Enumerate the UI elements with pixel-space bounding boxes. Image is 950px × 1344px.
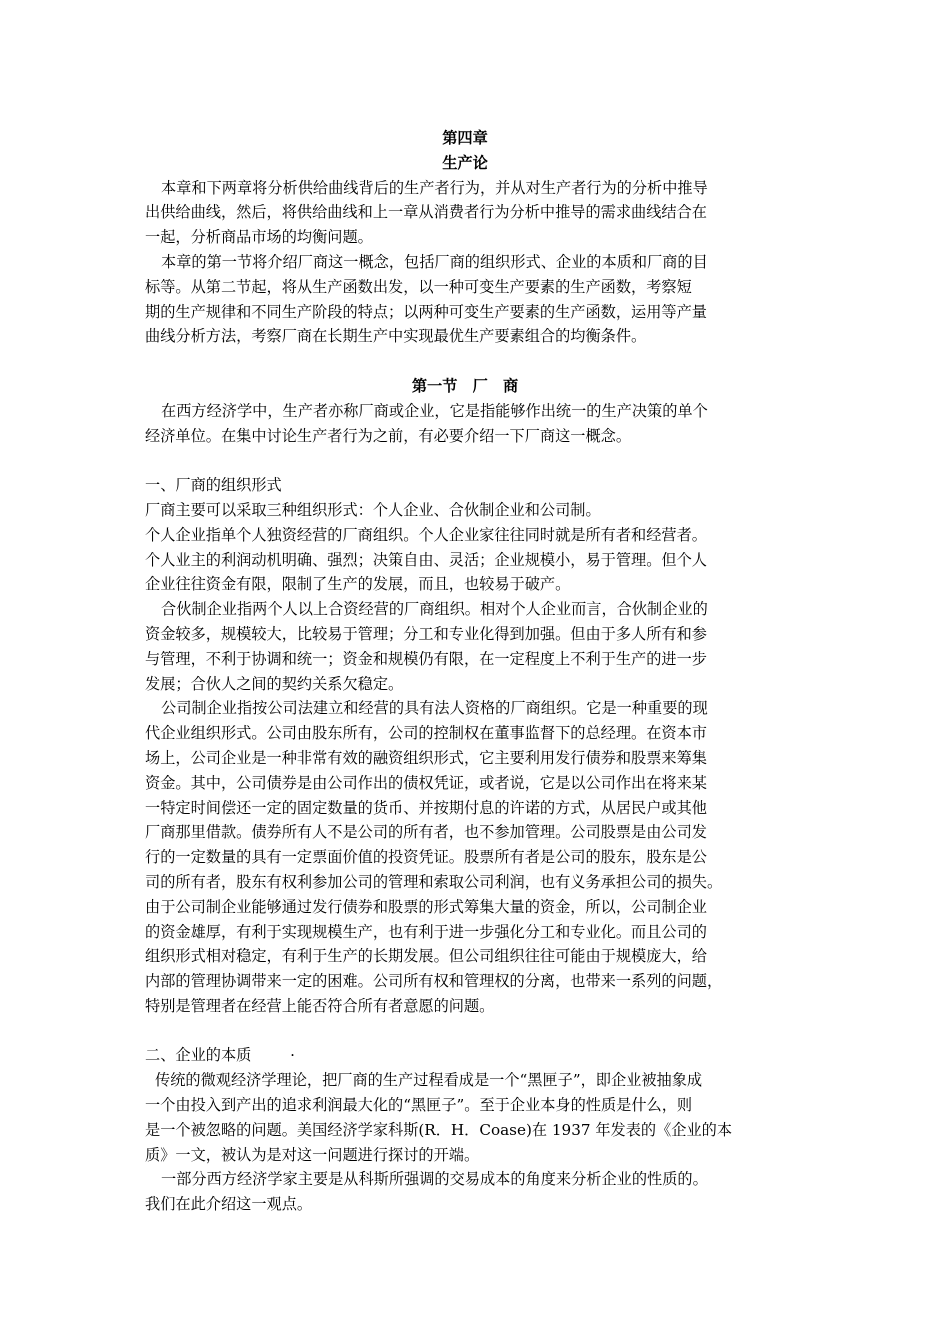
text-line: 传统的微观经济学理论，把厂商的生产过程看成是一个“黑匣子”，即企业被抽象成 (155, 1071, 703, 1090)
paragraph-corporation (145, 696, 785, 1018)
text-line: 场上，公司企业是一种非常有效的融资组织形式，它主要利用发行债券和股票来筹集 (145, 748, 707, 767)
text-line: 经济单位。在集中讨论生产者行为之前，有必要介绍一下厂商这一概念。 (145, 426, 631, 445)
text-line: 公司制企业指按公司法建立和经营的具有法人资格的厂商组织。它是一种重要的现 (161, 699, 708, 718)
chapter-number: 第四章 (442, 129, 488, 147)
text-line: 内部的管理协调带来一定的困难。公司所有权和管理权的分离，也带来一系列的问题， (145, 972, 723, 991)
text-line: 一特定时间偿还一定的固定数量的货币、并按期付息的许诺的方式，从居民户或其他 (145, 798, 707, 817)
text-line: 我们在此介绍这一观点。 (145, 1195, 313, 1214)
text-line: 曲线分析方法，考察厂商在长期生产中实现最优生产要素组合的均衡条件。 (145, 327, 647, 346)
subsection-heading: 一、厂商的组织形式 (145, 476, 282, 495)
paragraph-sole-proprietorship (145, 523, 785, 597)
text-line: 由于公司制企业能够通过发行债券和股票的形式筹集大量的资金，所以，公司制企业 (145, 897, 707, 916)
text-line: 一部分西方经济学家主要是从科斯所强调的交易成本的角度来分析企业的性质的。 (161, 1170, 708, 1189)
text-line: 与管理，不利于协调和统一；资金和规模仍有限，在一定程度上不利于生产的进一步 (145, 649, 707, 668)
text-line: 个人业主的利润动机明确、强烈；决策自由、灵活；企业规模小，易于管理。但个人 (145, 550, 707, 569)
text-line: 期的生产规律和不同生产阶段的特点；以两种可变生产要素的生产函数，运用等产量 (145, 302, 707, 321)
text-line: 出供给曲线，然后，将供给曲线和上一章从消费者行为分析中推导的需求曲线结合在 (145, 203, 707, 222)
document-page (145, 126, 785, 1217)
text-line: 一起，分析商品市场的均衡问题。 (145, 228, 373, 247)
spacer (145, 448, 785, 473)
text-line: 行的一定数量的具有一定票面价值的投资凭证。股票所有者是公司的股东，股东是公 (145, 848, 707, 867)
text-line: 代企业组织形式。公司由股东所有，公司的控制权在董事监督下的总经理。在资本市 (145, 724, 707, 743)
paragraph-transaction-cost (145, 1167, 785, 1217)
text-line: 厂商主要可以采取三种组织形式：个人企业、合伙制企业和公司制。 (145, 500, 601, 519)
chapter-title: 生产论 (442, 153, 488, 172)
text-line: 本章的第一节将介绍厂商这一概念，包括厂商的组织形式、企业的本质和厂商的目 (161, 252, 708, 271)
text-line: 司的所有者，股东有权利参加公司的管理和索取公司利润，也有义务承担公司的损失。 (145, 872, 723, 891)
text-line: 个人企业指单个人独资经营的厂商组织。个人企业家往往同时就是所有者和经营者。 (145, 525, 707, 544)
paragraph-black-box (145, 1068, 785, 1167)
text-line: 资金较多，规模较大，比较易于管理；分工和专业化得到加强。但由于多人所有和参 (145, 624, 707, 643)
text-line: 的资金雄厚，有利于实现规模生产，也有利于进一步强化分工和专业化。而且公司的 (145, 922, 707, 941)
text-line: 资金。其中，公司债券是由公司作出的债权凭证，或者说，它是以公司作出在将来某 (145, 773, 707, 792)
heading-mark: · (290, 1046, 295, 1065)
text-line: 特别是管理者在经营上能否符合所有者意愿的问题。 (145, 996, 495, 1015)
subsection-heading (145, 1043, 785, 1068)
text-line: 是一个被忽略的问题。美国经济学家科斯(R．H．Coase)在 1937 年发表的《企业的本 (145, 1120, 733, 1139)
section-heading: 第一节 厂 商 (411, 376, 519, 395)
text-line: 标等。从第二节起，将从生产函数出发，以一种可变生产要素的生产函数，考察短 (145, 277, 692, 296)
section-paragraph (145, 399, 785, 449)
text-line: 本章和下两章将分析供给曲线背后的生产者行为，并从对生产者行为的分析中推导 (161, 178, 708, 197)
spacer (145, 1019, 785, 1044)
intro-paragraph-2 (145, 250, 785, 349)
text-line: 合伙制企业指两个人以上合资经营的厂商组织。相对个人企业而言，合伙制企业的 (161, 600, 708, 619)
subsection-heading-text: 二、企业的本质 (145, 1046, 252, 1065)
spacer (145, 349, 785, 374)
text-line: 一个由投入到产出的追求利润最大化的“黑匣子”。至于企业本身的性质是什么，则 (145, 1096, 693, 1115)
paragraph-partnership (145, 597, 785, 696)
text-line: 厂商那里借款。债券所有人不是公司的所有者，也不参加管理。公司股票是由公司发 (145, 823, 707, 842)
intro-paragraph-1 (145, 176, 785, 250)
text-line: 企业往往资金有限，限制了生产的发展，而且，也较易于破产。 (145, 575, 571, 594)
text-line: 发展；合伙人之间的契约关系欠稳定。 (145, 674, 404, 693)
text-line: 在西方经济学中，生产者亦称厂商或企业，它是指能够作出统一的生产决策的单个 (161, 401, 708, 420)
text-line: 质》一文，被认为是对这一问题进行探讨的开端。 (145, 1145, 480, 1164)
text-line: 组织形式相对稳定，有利于生产的长期发展。但公司组织往往可能由于规模庞大，给 (145, 947, 707, 966)
